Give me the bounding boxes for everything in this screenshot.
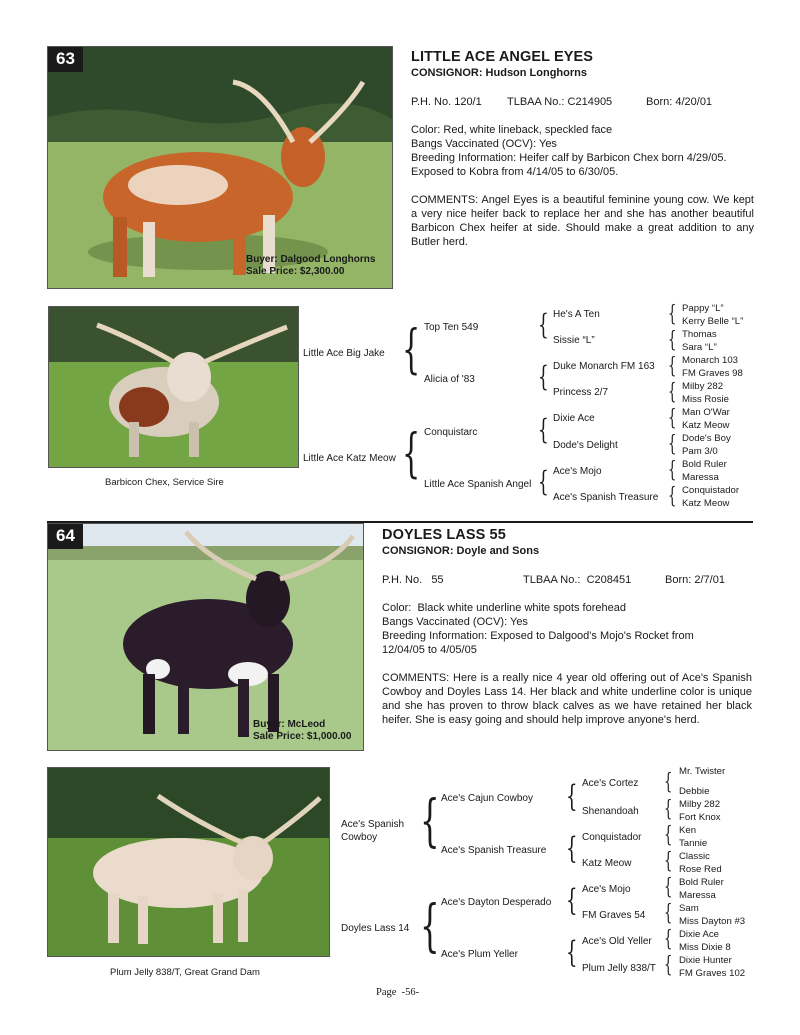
cow-photo-doyles-lass: [48, 524, 363, 750]
pedigree-brace: {: [538, 465, 549, 498]
consignor: CONSIGNOR: Hudson Longhorns: [411, 67, 587, 79]
page-number: Page -56-: [376, 987, 420, 998]
pedigree-gen2: Ace's Dayton Desperado: [441, 897, 552, 908]
lot-title: DOYLES LASS 55: [382, 527, 506, 543]
pedigree-brace: {: [664, 823, 673, 848]
photo-caption: Barbicon Chex, Service Sire: [105, 477, 224, 488]
pedigree-brace: {: [566, 831, 578, 866]
breeding-info-2: Exposed to Kobra from 4/14/05 to 6/30/05.: [411, 166, 619, 178]
pedigree-gen4: Monarch 103: [682, 355, 738, 366]
pedigree-gen4: Rose Red: [679, 864, 722, 875]
pedigree-gen4: Kerry Belle “L”: [682, 316, 744, 327]
pedigree-gen4: Tannie: [679, 838, 708, 849]
buyer-block: [246, 254, 375, 278]
pedigree-gen3: Princess 2/7: [553, 387, 609, 398]
pedigree-brace: {: [668, 380, 677, 405]
pedigree-gen3: Ace's Spanish Treasure: [553, 492, 659, 503]
great-grand-dam-photo: [47, 767, 330, 957]
breeding-info: Breeding Information: Exposed to Dalgood's Mojo's Rocket from: [382, 630, 694, 642]
pedigree-brace: {: [664, 849, 673, 874]
consignor: CONSIGNOR: Doyle and Sons: [382, 545, 540, 557]
pedigree-gen4: Dixie Hunter: [679, 955, 732, 966]
comments: COMMENTS: Here is a really nice 4 year old offering out of Ace's Spanish Cowboy and Doyles Lass 14. Her black and white underline color is unique and she has proven to throw black calves as we have retained her black heifer. She is easy going and should help improve anyone's herd.: [382, 672, 752, 726]
pedigree-brace: {: [566, 935, 578, 970]
pedigree-brace: {: [538, 308, 549, 341]
pedigree-gen3: Dixie Ace: [553, 413, 595, 424]
pedigree-brace: {: [566, 883, 578, 918]
color-info: Color: Red, white lineback, speckled face: [411, 124, 613, 136]
buyer-block: [253, 719, 351, 743]
pedigree-brace: {: [420, 789, 440, 854]
pedigree-gen4: Sam: [679, 903, 699, 914]
pedigree-gen4: Milby 282: [679, 799, 721, 810]
pedigree-gen4: Miss Dayton #3: [679, 916, 746, 927]
pedigree-gen4: Mr. Twister: [679, 766, 726, 777]
pedigree-brace: {: [538, 413, 549, 446]
born-date: Born: 4/20/01: [646, 96, 713, 108]
pedigree-gen3: Sissie “L”: [553, 335, 595, 346]
pedigree-gen4: Maressa: [679, 890, 716, 901]
cow-photo-plum-jelly: [48, 768, 329, 956]
pedigree-brace: {: [664, 927, 673, 952]
pedigree-gen3: Conquistador: [582, 832, 642, 843]
breeding-info: Breeding Information: Heifer calf by Barbicon Chex born 4/29/05.: [411, 152, 727, 164]
pedigree-brace: {: [402, 320, 421, 380]
pedigree-gen2: Ace's Plum Yeller: [441, 949, 518, 960]
lot-number: 64: [48, 524, 83, 549]
breeding-info-2: 12/04/05 to 4/05/05: [382, 644, 477, 656]
pedigree-gen4: Miss Rosie: [682, 394, 729, 405]
pedigree-brace: {: [664, 797, 673, 822]
pedigree-brace: {: [668, 354, 677, 379]
bangs-info: Bangs Vaccinated (OCV): Yes: [411, 138, 557, 150]
tlbaa-number: TLBAA No.: C214905: [507, 96, 613, 108]
pedigree-brace: {: [668, 328, 677, 353]
lot-title: LITTLE ACE ANGEL EYES: [411, 49, 594, 65]
pedigree-gen4: Milby 282: [682, 381, 724, 392]
pedigree-brace: {: [668, 406, 677, 431]
pedigree-gen4: Pam 3/0: [682, 446, 718, 457]
comments: COMMENTS: Angel Eyes is a beautiful feminine young cow. We kept a very nice heifer back to replace her and she has another beautiful Barbicon Chex heifer at side. Should make a great addition to any Butler herd.: [411, 194, 754, 248]
pedigree-gen4: Fort Knox: [679, 812, 721, 823]
pedigree-brace: {: [420, 894, 440, 959]
pedigree-gen2: Ace's Cajun Cowboy: [441, 793, 533, 804]
pedigree-brace: {: [664, 770, 673, 795]
pedigree-gen3: Ace's Cortez: [582, 778, 639, 789]
pedigree-gen3: He's A Ten: [553, 309, 600, 320]
pedigree-dam: Little Ace Katz Meow: [303, 453, 396, 464]
pedigree-gen3: Plum Jelly 838/T: [582, 963, 656, 974]
pedigree-brace: {: [538, 360, 549, 393]
pedigree-brace: {: [668, 458, 677, 483]
pedigree-brace: {: [664, 875, 673, 900]
photo-caption: Plum Jelly 838/T, Great Grand Dam: [110, 967, 260, 978]
pedigree-gen4: Bold Ruler: [682, 459, 727, 470]
pedigree-gen3: Ace's Mojo: [582, 884, 631, 895]
pedigree-brace: {: [402, 424, 421, 484]
pedigree-gen4: Thomas: [682, 329, 717, 340]
pedigree-sire-name: Ace's Spanish Cowboy: [341, 819, 405, 843]
pedigree-gen4: Man O'War: [682, 407, 730, 418]
pedigree-gen3: Ace's Mojo: [553, 466, 602, 477]
color-info: Color: Black white underline white spots forehead: [382, 602, 626, 614]
pedigree-gen4: Debbie: [679, 786, 710, 797]
pedigree-brace: {: [664, 901, 673, 926]
pedigree-brace: {: [668, 484, 677, 509]
pedigree-gen4: Conquistador: [682, 485, 740, 496]
pedigree-gen4: Classic: [679, 851, 710, 862]
lot-63-photo: [47, 46, 393, 289]
pedigree-gen2: Top Ten 549: [424, 322, 479, 333]
buyer-name: Buyer: McLeod: [253, 719, 326, 730]
pedigree-gen2: Little Ace Spanish Angel: [424, 479, 532, 490]
pedigree-gen4: Maressa: [682, 472, 719, 483]
pedigree-gen4: Ken: [679, 825, 697, 836]
pedigree-gen2: Conquistarc: [424, 427, 478, 438]
pedigree-gen4: FM Graves 98: [682, 368, 743, 379]
tlbaa-number: TLBAA No.: C208451: [523, 574, 632, 586]
pedigree-gen3: Ace's Old Yeller: [582, 936, 652, 947]
pedigree-dam: Doyles Lass 14: [341, 923, 410, 934]
lot-64-photo: [47, 523, 364, 751]
pedigree-gen3: Shenandoah: [582, 806, 639, 817]
ph-number: P.H. No. 120/1: [411, 96, 482, 108]
buyer-name: Buyer: Dalgood Longhorns: [246, 254, 376, 265]
pedigree-gen3: Duke Monarch FM 163: [553, 361, 655, 372]
bull-photo-barbicon-chex: [49, 307, 298, 467]
pedigree-gen4: Pappy “L”: [682, 303, 724, 314]
pedigree-brace: {: [668, 432, 677, 457]
pedigree-gen2: Alicia of '83: [424, 374, 475, 385]
pedigree-gen2: Ace's Spanish Treasure: [441, 845, 547, 856]
pedigree-gen3: Dode's Delight: [553, 440, 618, 451]
pedigree-gen4: Katz Meow: [682, 420, 730, 431]
pedigree-gen4: FM Graves 102: [679, 968, 746, 979]
pedigree-gen4: Dode's Boy: [682, 433, 731, 444]
pedigree-brace: {: [668, 302, 677, 327]
pedigree-brace: {: [566, 779, 578, 814]
pedigree-gen4: Katz Meow: [682, 498, 730, 509]
ph-number: P.H. No. 55: [382, 574, 444, 586]
pedigree-gen4: Bold Ruler: [679, 877, 724, 888]
pedigree-gen4: Miss Dixie 8: [679, 942, 731, 953]
pedigree-sire: Little Ace Big Jake: [303, 348, 385, 359]
bangs-info: Bangs Vaccinated (OCV): Yes: [382, 616, 528, 628]
cow-photo-angel-eyes: [48, 47, 392, 288]
pedigree-gen4: Sara “L”: [682, 342, 717, 353]
pedigree-sire: [341, 818, 421, 844]
pedigree-gen3: FM Graves 54: [582, 910, 646, 921]
pedigree-brace: {: [664, 953, 673, 978]
sale-price: Sale Price: $1,000.00: [253, 731, 352, 742]
born-date: Born: 2/7/01: [665, 574, 725, 586]
pedigree-gen3: Katz Meow: [582, 858, 632, 869]
pedigree-gen4: Dixie Ace: [679, 929, 719, 940]
lot-number: 63: [48, 47, 83, 72]
service-sire-photo: [48, 306, 299, 468]
sale-price: Sale Price: $2,300.00: [246, 266, 345, 277]
